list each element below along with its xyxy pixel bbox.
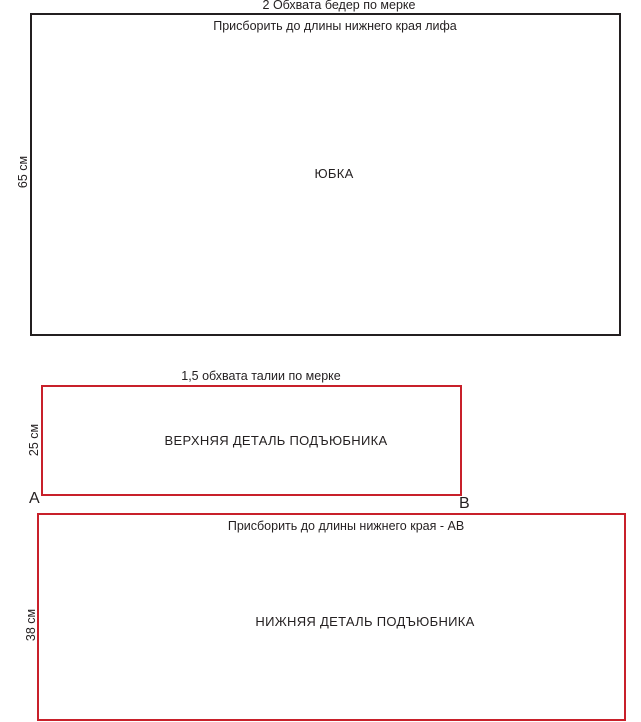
skirt-width-label: 2 Обхвата бедер по мерке — [262, 0, 416, 12]
upper-underskirt-width-label: 1,5 обхвата талии по мерке — [181, 369, 341, 383]
skirt-height-label: 65 см — [16, 155, 30, 189]
point-a-label: А — [29, 490, 40, 507]
skirt-gather-note: Присборить до длины нижнего края лифа — [213, 19, 457, 33]
upper-underskirt-title: ВЕРХНЯЯ ДЕТАЛЬ ПОДЪЮБНИКА — [164, 433, 388, 448]
upper-underskirt-height-label: 25 см — [27, 423, 41, 457]
lower-underskirt-height-label: 38 см — [24, 608, 38, 642]
point-b-label: В — [459, 495, 470, 512]
skirt-title: ЮБКА — [314, 166, 354, 181]
lower-underskirt-gather-note: Присборить до длины нижнего края - АВ — [227, 519, 465, 533]
lower-underskirt-title: НИЖНЯЯ ДЕТАЛЬ ПОДЪЮБНИКА — [255, 614, 475, 629]
